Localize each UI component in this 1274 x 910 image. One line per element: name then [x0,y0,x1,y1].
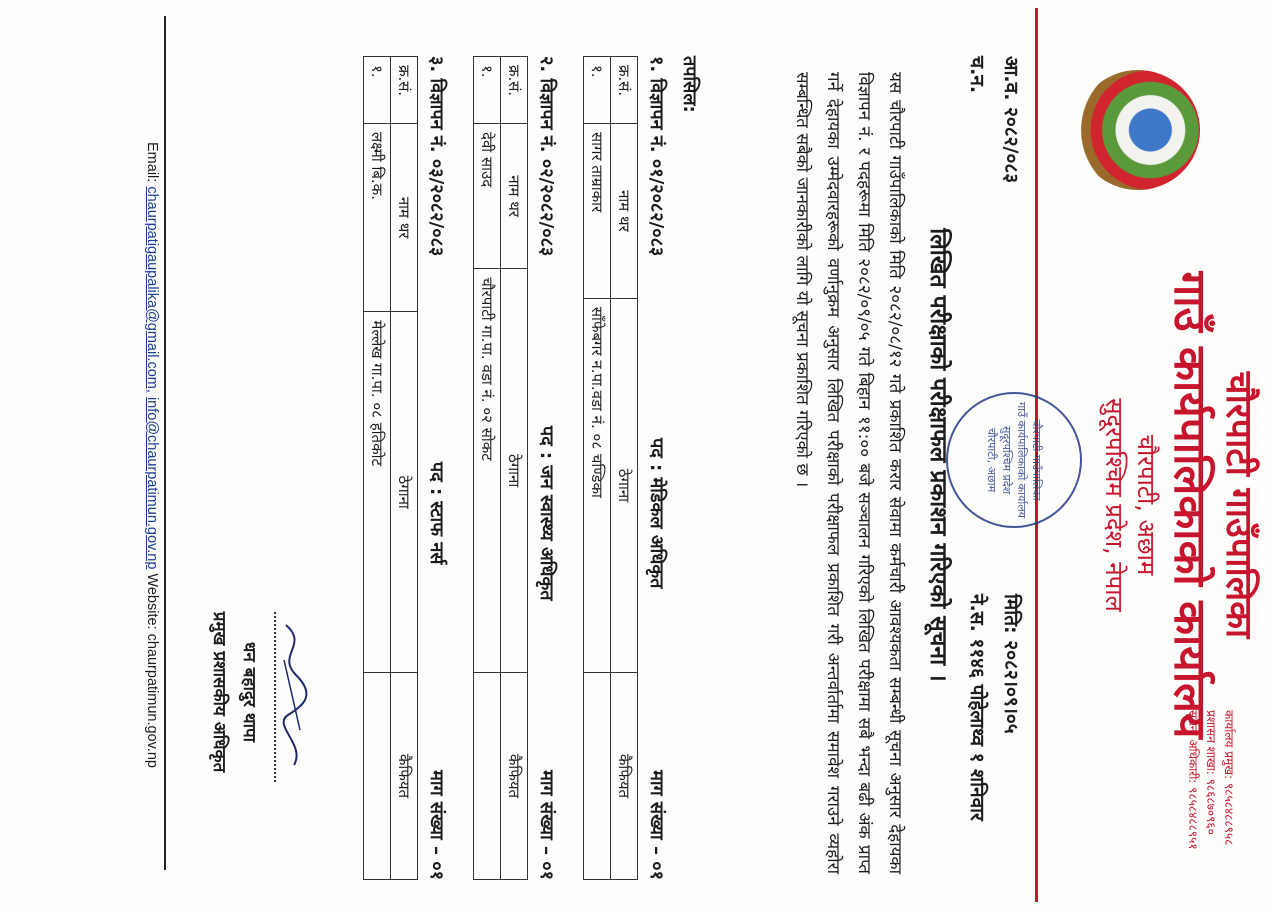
advert-demand: माग संख्या – ०१ [646,770,667,880]
footer [144,0,160,910]
advert-post: पद : जन स्वास्थ्य अधिकृत [536,425,557,601]
col-remarks: कैफियत [611,673,638,880]
office-address: चौरपाटी, अछाम [1132,434,1160,576]
contact-line: प्रशासन शाखा: ९८६८७०९६० [1204,710,1218,835]
cell-remarks [474,673,501,880]
signature-dots [274,612,276,782]
website-label: Website: [144,573,160,630]
col-sn: क्र.सं. [501,57,528,124]
fiscal-year: आ.व. २०८२/०८३ [1000,56,1022,184]
notice-title: लिखित परीक्षाको परीक्षाफल प्रकाशन गरिएको सूचना । [925,228,951,682]
stamp-line: चौरपाटी, अछाम [985,427,998,493]
table-header-row [611,57,638,880]
office-title: गाउँ कार्यपालिकाको कार्यालय [1164,271,1215,739]
signature-scribble [274,620,314,770]
footer-divider [164,16,166,870]
signatory-name: धन बहादुर थापा [239,641,259,743]
advert-post: पद : स्टाफ नर्स [426,461,447,565]
col-sn: क्र.सं. [611,57,638,124]
result-table [583,56,638,880]
advert-section-3 [363,56,450,880]
cell-sn: १. [584,57,611,124]
nepal-sambat-date: ने.स. ११४६ पोहेलाथ्व १ शनिवार [966,594,988,821]
col-remarks: कैफियत [501,673,528,880]
signatory-designation: प्रमुख प्रशासकीय अधिकृत [209,611,229,773]
advert-post: पद : मेडिकल अधिकृत [646,437,667,589]
contact-line: कार्यालय प्रमुख: ९८५८४८८९५८ [1222,710,1236,846]
office-province: सुदूरपश्चिम प्रदेश, नेपाल [1100,398,1128,612]
table-row [584,57,611,880]
cell-name: लक्ष्मी बि.क. [364,124,391,312]
col-address: ठेगाना [391,312,418,673]
table-row [364,57,391,880]
contact-line: सूचना अधिकारी: ९८५८४८८९५१ [1186,710,1200,850]
cell-sn: १. [474,57,501,124]
table-header-row [391,57,418,880]
office-stamp [946,392,1082,528]
cell-address: चौरपाटी गा.पा. वडा नं. ०२ सोकट [474,269,501,673]
nepal-emblem-icon [1076,70,1200,190]
email-link-1[interactable]: chaurpatigaupalika@gmail.com, [144,186,160,393]
advert-number: ३. विज्ञापन नं. ०३/२०८२/०८३ [426,56,447,257]
cell-sn: १. [364,57,391,124]
office-name: चौरपाटी गाउँपालिका [1218,371,1259,639]
col-name: नाम थर [611,124,638,299]
advert-demand: माग संख्या – ०१ [536,770,557,880]
meta-left [960,56,1028,183]
notice-body: यस चौरपाटी गाउँपालिकाको मिति २०८२/०८/१२ गते प्रकाशित करार सेवामा कर्मचारी आवश्यकता सम्बन्धी सूचना अनुसार देहायका विज्ञापन नं. र पदहरूमा मिति २०८२/०९/०५ गते बिहान ११:०० बजे सञ्चालन गरिएको लिखित परीक्षामा सबै भन्दा बढी अंक प्राप्त गर्ने देहायका उम्मेदवारहरूको वर्णानुक्रम अनुसार लिखित परीक्षाको परीक्षाफल प्रकाशित गरी अन्तर्वार्तामा समावेश गराउने व्यहोरा सम्बन्धित सबैको जानकारीको लागि यो सूचना प्रकाशित गरिएको छ । [792,72,905,874]
cell-name: देवी साउद [474,124,501,269]
dispatch-no: च.न. [966,56,988,94]
cell-name: सागर ताम्राकार [584,124,611,299]
meta-right [960,594,1028,821]
stamp-line: गाउँ कार्यपालिकाको कार्यालय [1015,401,1028,519]
col-sn: क्र.सं. [391,57,418,124]
email-label: Email: [144,142,160,183]
col-address: ठेगाना [611,298,638,672]
notice-date: मिति: २०८२।०९।०५ [1000,594,1022,734]
table-header-row [501,57,528,880]
stamp-line: चौरपाटी गाउँपालिका [1030,419,1043,501]
advert-number: १. विज्ञापन नं. ०१/२०८२/०८३ [646,56,667,257]
signatory-block [204,572,264,812]
tapasil-label: तपसिल: [679,56,700,113]
cell-address: मेल्लेख गा.पा. ०८ हतिकोट [364,312,391,673]
result-table [473,56,528,880]
contact-list [1184,710,1238,900]
cell-remarks [584,673,611,880]
col-remarks: कैफियत [391,673,418,880]
email-link-2[interactable]: info@chaurpatimun.gov.np [144,396,160,570]
advert-section-2 [473,56,560,880]
advert-number: २. विज्ञापन नं. ०२/२०८२/०८३ [536,56,557,257]
advert-section-1 [583,56,670,880]
stamp-line: सुदूरपश्चिम प्रदेश [1000,425,1013,495]
website-link[interactable]: chaurpatimun.gov.np [144,633,160,768]
col-address: ठेगाना [501,269,528,673]
result-table [363,56,418,880]
advert-demand: माग संख्या – ०१ [426,770,447,880]
cell-address: साँफेबगर न.पा.वडा नं. ०८ चण्डिका [584,298,611,672]
cell-remarks [364,673,391,880]
col-name: नाम थर [391,124,418,312]
table-row [474,57,501,880]
col-name: नाम थर [501,124,528,269]
